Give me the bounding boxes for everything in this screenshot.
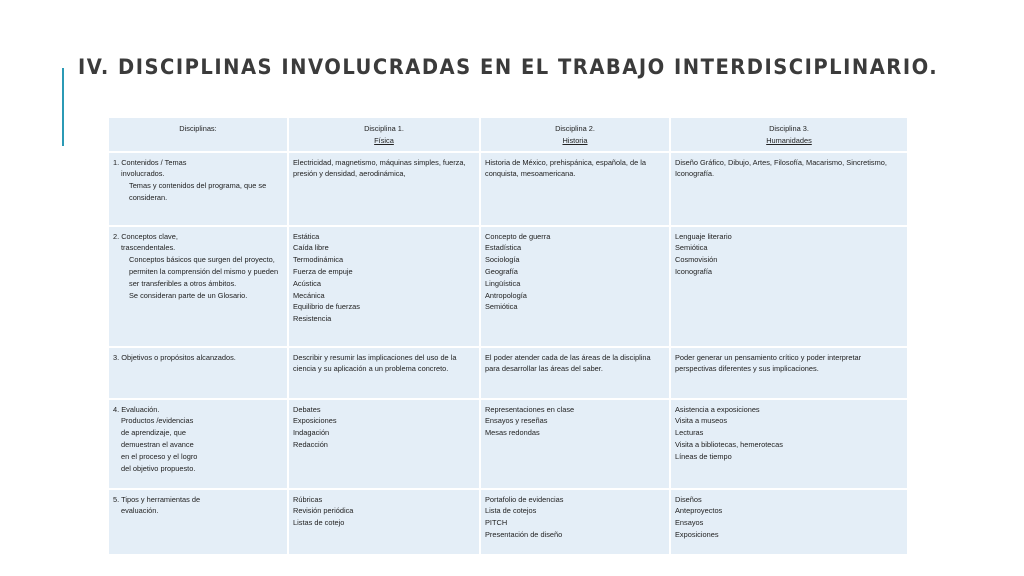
cell-historia: Portafolio de evidencias Lista de cotejos PITCH Presentación de diseño bbox=[480, 489, 670, 555]
cell-historia: Historia de México, prehispánica, española, de la conquista, mesoamericana. bbox=[480, 152, 670, 226]
cell-historia: Concepto de guerra Estadística Sociología Geografía Lingüística Antropología Semiótica bbox=[480, 226, 670, 347]
row-label: 4. Evaluación. Productos /evidencias de aprendizaje, que demuestran el avance en el proceso y el logro del objetivo propuesto. bbox=[108, 399, 288, 489]
header-disciplinas: Disciplinas: bbox=[108, 117, 288, 152]
cell-fisica: Debates Exposiciones Indagación Redacción bbox=[288, 399, 480, 489]
header-disciplina-1: Disciplina 1. Física bbox=[288, 117, 480, 152]
slide-title: IV. DISCIPLINAS INVOLUCRADAS EN EL TRABAJO INTERDISCIPLINARIO. bbox=[78, 55, 939, 79]
cell-fisica: Estática Caída libre Termodinámica Fuerza de empuje Acústica Mecánica Equilibrio de fuerzas Resistencia bbox=[288, 226, 480, 347]
accent-bar bbox=[62, 68, 64, 146]
cell-historia: Representaciones en clase Ensayos y reseñas Mesas redondas bbox=[480, 399, 670, 489]
cell-humanidades: Asistencia a exposiciones Visita a museos Lecturas Visita a bibliotecas, hemerotecas Líneas de tiempo bbox=[670, 399, 908, 489]
disciplines-table bbox=[107, 116, 909, 556]
cell-humanidades: Poder generar un pensamiento crítico y poder interpretar perspectivas diferentes y sus implicaciones. bbox=[670, 347, 908, 399]
cell-humanidades: Lenguaje literario Semiótica Cosmovisión Iconografía bbox=[670, 226, 908, 347]
cell-humanidades: Diseños Anteproyectos Ensayos Exposiciones bbox=[670, 489, 908, 555]
table-row bbox=[108, 347, 908, 399]
table-row bbox=[108, 226, 908, 347]
cell-historia: El poder atender cada de las áreas de la disciplina para desarrollar las áreas del saber. bbox=[480, 347, 670, 399]
row-label: 2. Conceptos clave, trascendentales. Conceptos básicos que surgen del proyecto, permiten la comprensión del mismo y pueden ser transferibles a otros ámbitos. Se consideran parte de un Glosario. bbox=[108, 226, 288, 347]
table-row bbox=[108, 489, 908, 555]
row-label: 3. Objetivos o propósitos alcanzados. bbox=[108, 347, 288, 399]
row-label: 5. Tipos y herramientas de evaluación. bbox=[108, 489, 288, 555]
cell-fisica: Electricidad, magnetismo, máquinas simples, fuerza, presión y densidad, aerodinámica, bbox=[288, 152, 480, 226]
table-row bbox=[108, 152, 908, 226]
row-label: 1. Contenidos / Temas involucrados. Temas y contenidos del programa, que se consideran. bbox=[108, 152, 288, 226]
header-disciplina-2: Disciplina 2. Historia bbox=[480, 117, 670, 152]
cell-humanidades: Diseño Gráfico, Dibujo, Artes, Filosofía, Macarismo, Sincretismo, Iconografía. bbox=[670, 152, 908, 226]
cell-fisica: Describir y resumir las implicaciones del uso de la ciencia y su aplicación a un problema concreto. bbox=[288, 347, 480, 399]
header-row bbox=[108, 117, 908, 152]
cell-fisica: Rúbricas Revisión periódica Listas de cotejo bbox=[288, 489, 480, 555]
table-row bbox=[108, 399, 908, 489]
header-disciplina-3: Disciplina 3. Humanidades bbox=[670, 117, 908, 152]
